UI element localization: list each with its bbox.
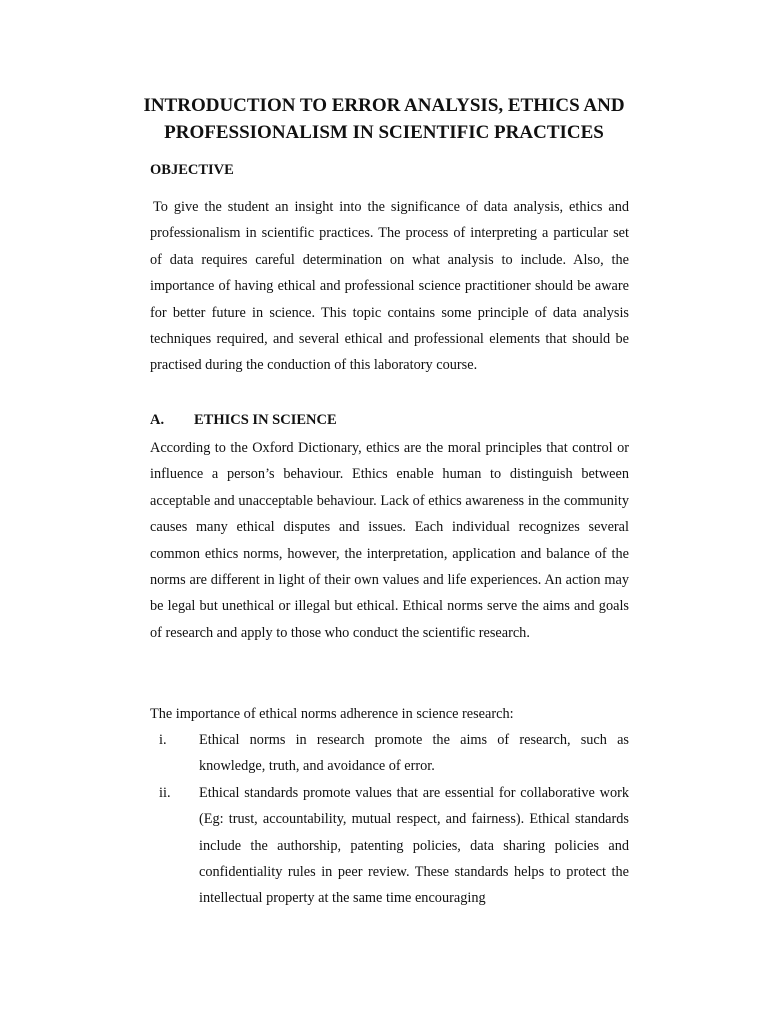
- list-item-text: Ethical norms in research promote the aims of research, such as knowledge, truth, and avoidance of error.: [199, 732, 629, 775]
- list-item-marker: ii.: [159, 784, 171, 801]
- title-line-2: PROFESSIONALISM IN SCIENTIFIC PRACTICES: [164, 122, 604, 143]
- section-a-title: ETHICS IN SCIENCE: [194, 412, 337, 428]
- document-title: [100, 92, 668, 146]
- title-line-1: INTRODUCTION TO ERROR ANALYSIS, ETHICS AND: [143, 95, 625, 116]
- section-a-heading: [150, 410, 337, 430]
- ethics-paragraph: According to the Oxford Dictionary, ethics are the moral principles that control or influence a person’s behaviour. Ethics enable human to distinguish between acceptable and unacceptable behaviour. Lack of ethics awareness in the community causes many ethical disputes and issues. Each individual recognizes several common ethics norms, however, the interpretation, application and balance of the norms are different in light of their own values and life experiences. An action may be legal but unethical or illegal but ethical. Ethical norms serve the aims and goals of research and apply to those who conduct the scientific research.: [150, 440, 629, 641]
- section-a-letter: A.: [150, 412, 165, 428]
- objective-heading: OBJECTIVE: [150, 162, 234, 178]
- list-item-marker: i.: [159, 732, 167, 748]
- ethical-norms-list: [150, 727, 629, 912]
- list-item: [150, 727, 629, 780]
- list-item-text: Ethical standards promote values that are essential for collaborative work (Eg: trust, accountability, mutual respect, and fairness). Ethical standards include the authorship, patenting policies, data sharing policies and confidentiality rules in peer review. These standards helps to protect the intellectual property at the same time encouraging: [199, 784, 629, 907]
- list-item: [150, 780, 629, 912]
- ethical-norms-intro: The importance of ethical norms adherence in science research:: [150, 706, 514, 722]
- objective-paragraph: To give the student an insight into the significance of data analysis, ethics and professionalism in scientific practices. The process of interpreting a particular set of data requires careful determination on what analysis to include. Also, the importance of having ethical and professional science practitioner should be aware for better future in science. This topic contains some principle of data analysis techniques required, and several ethical and professional elements that should be practised during the conduction of this laboratory course.: [150, 199, 629, 374]
